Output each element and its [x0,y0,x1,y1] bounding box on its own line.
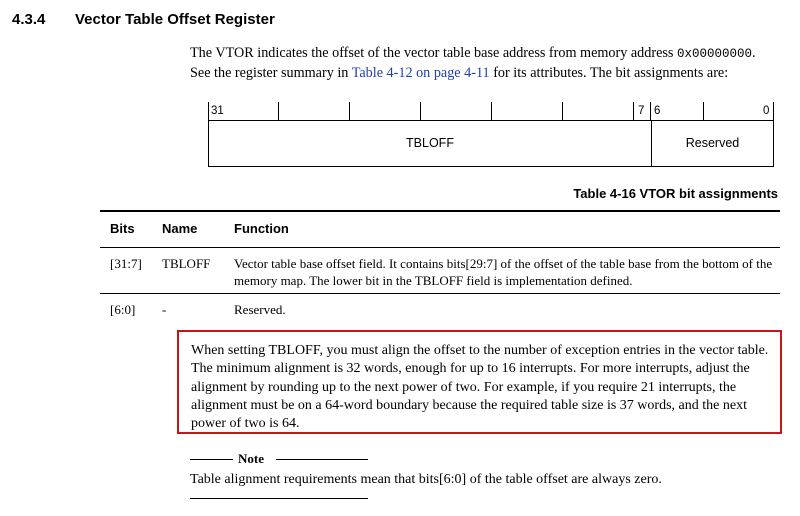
bit-tick [349,102,350,120]
bit-label-7: 7 [638,105,645,117]
note-label: Note [238,451,264,466]
bit-tick [491,102,492,120]
table-top-rule [100,210,780,212]
bit-label-6: 6 [654,105,661,117]
bit-label-31: 31 [211,105,224,117]
row-bits: [6:0] [110,302,136,317]
intro-text-2: . See the register summary in [190,45,756,81]
bit-tick [633,102,634,120]
section-title: Vector Table Offset Register [75,11,275,28]
row-function: Reserved. [234,302,286,317]
header-name: Name [162,221,198,236]
note-rule-right [276,459,368,460]
intro-paragraph [190,44,775,82]
section-number: 4.3.4 [12,11,46,28]
intro-text-1: The VTOR indicates the offset of the vector table base address from memory address [190,45,677,61]
base-address: 0x00000000 [676,47,752,61]
header-function: Function [234,221,289,236]
bit-tick [562,102,563,120]
register-box [208,120,774,167]
row-name: - [162,302,167,317]
field-reserved: Reserved [685,136,740,150]
alignment-callout-text: When setting TBLOFF, you must align the offset to the number of exception entries in the vector table. The minimum alignment is 32 words, enough for up to 16 interrupts. For more interrupts, adjust the alignment by rounding up to the next power of two. For example, if you require 21 interrupts, the alignment must be on a 64-word boundary because the required table size is 37 words, and the next power of two is 64. [191,343,769,432]
row-function: Vector table base offset field. It contains bits[29:7] of the offset of the table base from the bottom of the memory map. The lower bit in the TBLOFF field is implementation defined. [234,256,773,288]
row-rule [100,293,780,294]
bit-tick [703,102,704,120]
field-tbloff: TBLOFF [406,136,454,150]
bit-label-0: 0 [763,105,770,117]
header-bits: Bits [110,221,135,236]
note-rule-left [190,459,233,460]
bit-tick [650,102,651,120]
note-heading [190,451,368,467]
header-rule [100,247,780,248]
intro-text-3: for its attributes. The bit assignments are: [489,64,729,81]
bit-tick [208,102,209,120]
bit-tick [773,102,774,120]
register-diagram [208,102,774,166]
table-caption: Table 4-16 VTOR bit assignments [573,186,778,201]
bit-tick [278,102,279,120]
note-text: Table alignment requirements mean that bits[6:0] of the table offset are always zero. [190,472,662,487]
row-name: TBLOFF [162,256,211,271]
bit-tick [420,102,421,120]
register-summary-link[interactable]: Table 4-12 on page 4-11 [351,64,490,81]
row-bits: [31:7] [110,256,142,271]
alignment-callout-box [177,330,782,434]
note-bottom-rule [190,498,368,499]
